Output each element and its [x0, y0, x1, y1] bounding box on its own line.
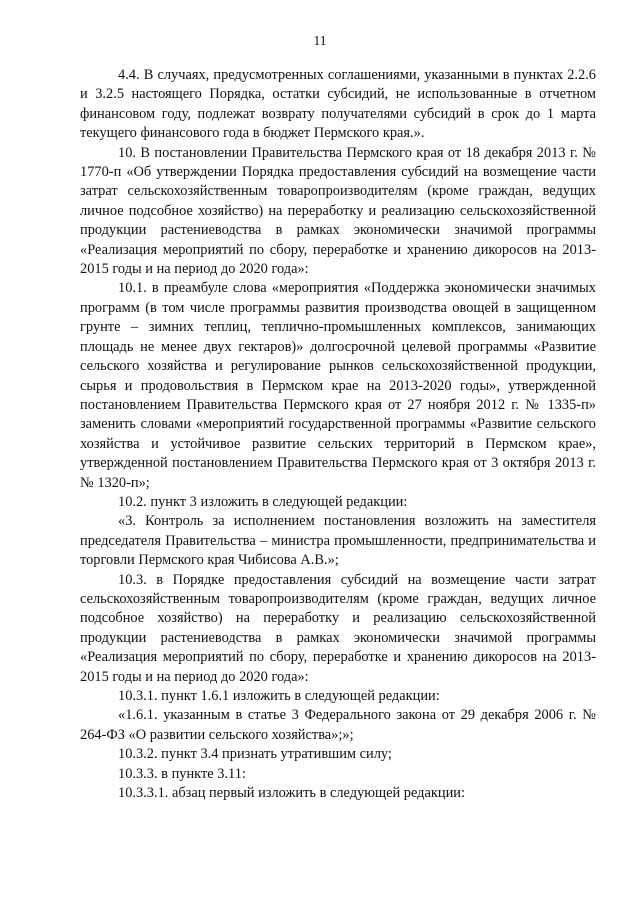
paragraph-10-3-1-quote: «1.6.1. указанным в статье 3 Федерального закона от 29 декабря 2006 г. № 264-ФЗ «О развитии сельского хозяйства»;»; [80, 707, 596, 743]
paragraph-10-2: 10.2. пункт 3 изложить в следующей редакции: [118, 493, 408, 510]
paragraph-10-3-2: 10.3.2. пункт 3.4 признать утратившим силу; [118, 746, 392, 763]
paragraph-10-3-3: 10.3.3. в пункте 3.11: [118, 765, 246, 782]
paragraph-10-3-1: 10.3.1. пункт 1.6.1 изложить в следующей редакции: [118, 688, 440, 704]
paragraph-10-1: 10.1. в преамбуле слова «мероприятия «Поддержка экономически значимых программ (в том числе программы развития производства овощей в защищенном грунте – зимних теплиц, теплично-промышленных комплексов, занимающих площадь не менее двух гектаров)» долгосрочной целевой программы «Развитие сельского хозяйства и регулирование рынков сельскохозяйственной продукции, сырья и продовольствия в Пермском крае на 2013-2020 годы», утвержденной постановлением Правительства Пермского края от 27 ноября 2012 г. № 1335-п» заменить словами «мероприятий государственной программы «Развитие сельского хозяйства и устойчивое развитие сельских территорий в Пермском крае», утвержденной постановлением Правительства Пермского края от 3 октября 2013 г. № 1320-п»; [80, 280, 596, 491]
paragraph-10-2-quote: «3. Контроль за исполнением постановления возложить на заместителя председателя Правительства – министра промышленности, предпринимательства и торговли Пермского края Чибисова А.В.»; [80, 513, 596, 569]
document-body [80, 66, 596, 803]
paragraph-10-3: 10.3. в Порядке предоставления субсидий на возмещение части затрат сельскохозяйственным товаропроизводителям (кроме граждан, ведущих личное подсобное хозяйство) на переработку и реализацию сельскохозяйственной продукции растениеводства в рамках экономически значимой программы «Реализация мероприятий по сбору, переработке и хранению дикоросов на 2013-2015 годы и на период до 2020 года»: [80, 571, 596, 685]
paragraph-4-4: 4.4. В случаях, предусмотренных соглашениями, указанными в пунктах 2.2.6 и 3.2.5 настоящего Порядка, остатки субсидий, не использованные в отчетном финансовом году, подлежат возврату получателями субсидий в срок до 1 марта текущего финансового года в бюджет Пермского края.». [80, 67, 596, 142]
paragraph-10: 10. В постановлении Правительства Пермского края от 18 декабря 2013 г. № 1770-п «Об утверждении Порядка предоставления субсидий на возмещение части затрат сельскохозяйственным товаропроизводителям (кроме граждан, ведущих личное подсобное хозяйство) на переработку и реализацию сельскохозяйственной продукции растениеводства в рамках экономически значимой программы «Реализация мероприятий по сбору, переработке и хранению дикоросов на 2013-2015 годы и на период до 2020 года»: [80, 144, 596, 278]
paragraph-10-3-3-1: 10.3.3.1. абзац первый изложить в следующей редакции: [118, 785, 465, 802]
page-number: 11 [313, 33, 327, 48]
